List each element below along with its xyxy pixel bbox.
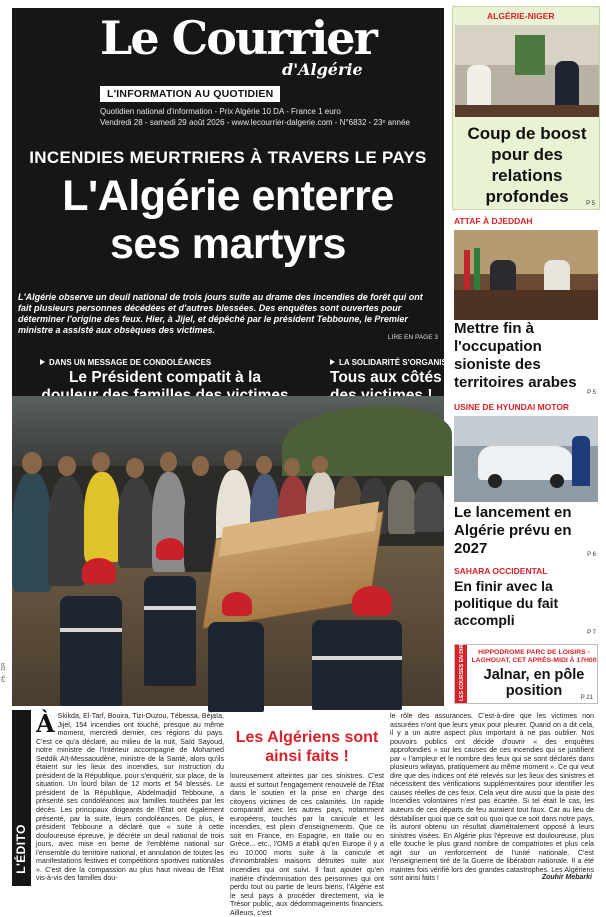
edito-signature: Zouhir Mebarki: [541, 874, 592, 881]
masthead-price-line: Quotidien national d'information - Prix Algérie 10 DA - France 1 euro: [100, 107, 341, 116]
subhead-title: Tous aux côtés: [330, 369, 442, 386]
story-label: ATTAF À DJEDDAH: [454, 216, 533, 226]
racing-strip: LES COURSES EN DIRECT: [455, 645, 467, 703]
story-page-ref: P 7: [587, 630, 596, 636]
firefighter: [208, 622, 264, 712]
story-page-ref: P 5: [586, 201, 595, 207]
story-image: [454, 230, 598, 320]
sidebar: [452, 0, 600, 705]
edito-section: [12, 709, 600, 917]
story-title: En finir avec la politique du fait accompli: [454, 578, 559, 628]
story-page-ref: P 5: [587, 390, 596, 396]
sidebar-story-attaf[interactable]: [452, 216, 600, 400]
story-title: Coup de boost pour des relations profondes: [467, 124, 587, 206]
headline-line-2: ses martyrs: [110, 220, 346, 268]
photo-credit: Ph : DR: [1, 662, 7, 682]
main-kicker: INCENDIES MEURTRIERS À TRAVERS LE PAYS: [29, 148, 427, 167]
edito-column-2: loureusement atteintes par ces sinistres. C'est aussi et surtout l'engagement renouvelé de l'État dans le soutien et la prise en charge des citoyens victimes de ces calamités. Un rapide comparatif avec les autres pays, notamment européens, touchés par la canicule et les incendies, est plein d'enseignements. Que ce soit en France, en Espagne, en Italie ou en Grèce... etc., l'OMS a établi qu'en Europe il y a eu 10.000 morts suite à la canicule et d'innombrables maisons détruites suite aux incendies qui ont suivi. Il faut ajouter qu'en matière d'indemnisation des personnes qui ont perdu tout ou partie de leurs biens, l'Algérie est le seul pays à procéder directement, via le Trésor public, aux dédommagements financiers. Ailleurs, c'est: [230, 772, 384, 917]
story-title: Le lancement en Algérie prévu en 2027: [454, 504, 572, 557]
main-lead: L'Algérie observe un deuil national de trois jours suite au drame des incendies de forêt qui ont fait plusieurs personnes décédées et d'autres blessées. Des enquêtes sont ouvertes pour déterminer l'origine des feux. Hier, à Jijel, et dépêché par le président Tebboune, le Premier ministre a assisté aux obsèques des victimes.: [18, 292, 423, 335]
firefighter: [144, 576, 196, 686]
masthead: [82, 10, 410, 127]
racing-title: Jalnar, en pôle position: [483, 667, 585, 699]
newspaper-logo[interactable]: Le Courrier: [100, 11, 376, 65]
story-title: Mettre fin à l'occupation sioniste des territoires arabes: [454, 320, 577, 391]
racing-page-ref: P 21: [580, 695, 593, 701]
edito-label-bar: L'ÉDITO: [12, 710, 31, 886]
firefighter: [312, 620, 402, 710]
main-headline[interactable]: [12, 172, 444, 268]
sidebar-story-sahara[interactable]: [452, 566, 600, 640]
main-story-block: [12, 8, 453, 703]
edito-dropcap: À: [36, 709, 55, 738]
firefighter: [60, 596, 122, 706]
story-label: SAHARA OCCIDENTAL: [454, 566, 548, 576]
racing-kicker: HIPPODROME PARC DE LOISIRS - LAGHOUAT, CET APRÈS-MIDI À 17H00: [471, 649, 597, 664]
funeral-photo: [12, 396, 444, 703]
edito-title[interactable]: Les Algériens sont ainsi faits !: [235, 729, 379, 765]
subhead-kicker: DANS UN MESSAGE DE CONDOLÉANCES: [40, 358, 290, 367]
triangle-bullet-icon: [330, 359, 335, 365]
sidebar-story-algerie-niger[interactable]: [452, 6, 600, 210]
newspaper-logo-sub: d'Algérie: [282, 60, 363, 79]
read-more-link[interactable]: LIRE EN PAGE 3: [387, 334, 438, 341]
tagline: L'INFORMATION AU QUOTIDIEN: [100, 86, 280, 102]
masthead-info: [100, 106, 410, 128]
edito-column-1: À Skikda, El-Tarf, Bouira, Tizi-Ouzou, Tébessa, Béjaïa, Jijel, 154 incendies ont touché, presque au même moment, mercredi dernier, ces régions du pays. C'est ce qu'a déclaré, au milieu de la nuit, Saïd Sayoud, notre ministre de l'Intérieur accompagné de Mohamed Seddik Aït-Messaoudène, ministre de la Santé, alors qu'ils étaient sur les lieux des incendies, sur instruction du président de la République, pour s'enquérir, sur place, de la situation. Un lourd bilan de 12 morts et 54 blessés. Le président de la République, Abdelmadjid Tebboune, a présenté ses condoléances aux familles touchées par les décès. Les principaux dirigeants de l'État ont également présenté, par la suite, leurs condoléances. De plus, le président Tebboune a déclaré que « suite à cette douloureuse épreuve, je décrète un deuil national de trois jours, avec mise en berne de l'emblème national sur l'ensemble du territoire national, et annulation de toutes les manifestations festives et compétitions sportives nationales ». C'est dire la compassion au plus haut niveau de l'État vis-à-vis des familles dou-: [36, 709, 224, 883]
story-image: [454, 416, 598, 502]
story-label: USINE DE HYUNDAI MOTOR: [454, 402, 570, 412]
sidebar-story-hyundai[interactable]: [452, 402, 600, 562]
masthead-date-line: Vendredi 28 - samedi 29 août 2026 - www.lecourrier-dalgerie.com - N°6832 - 23ᵉ année: [100, 118, 410, 127]
racing-ticket[interactable]: [454, 634, 598, 704]
story-page-ref: P 6: [587, 552, 596, 558]
subhead-kicker: LA SOLIDARITÉ S'ORGANISE: [330, 358, 445, 367]
headline-line-1: L'Algérie enterre: [62, 172, 394, 220]
triangle-bullet-icon: [40, 359, 45, 365]
subhead-title: Le Président compatit à la: [68, 369, 262, 386]
edito-column-3: le rôle des assurances. C'est-à-dire que les victimes non assurées n'ont que leurs yeux pour pleurer. Quand on a dit cela, il y a un autre aspect plus important à ne pas oublier. Nos pouvoirs publics ont décidé d'ouvrir « des enquêtes approfondies » sur les causes de ces incendies qui se justifient par « l'ampleur et le nombre des feux qui se sont déclarés dans plusieurs wilayas, pratiquement au même moment ». Ce qui veut dire que des indices ont été relevés sur les lieux des sinistres et nécessitent des vérifications supplémentaires pour identifier les causes réelles de ces feux. Cela veut dire aussi que la piste des incendies volontaires n'est pas écartée. Si tel était le cas, les auteurs de ces départs de feu auraient tout faux. Car au lieu de déstabiliser quoi que ce soit ou quoi que ce soit dans notre pays, ils auront obtenu un résultat diamétralement opposé à leurs sinistres visées. En Algérie plus l'épreuve est douloureuse, plus elle touche le plus grand nombre de compatriotes et plus cela agit sur un renforcement de l'unité nationale. C'est l'enseignement tiré de la Guerre de libération nationale. Il a été maintes fois vérifié lors des grandes catastrophes. Les Algériens sont ainsi faits !: [390, 712, 594, 883]
story-label: ALGÉRIE-NIGER: [487, 11, 555, 21]
story-image: [455, 25, 599, 117]
